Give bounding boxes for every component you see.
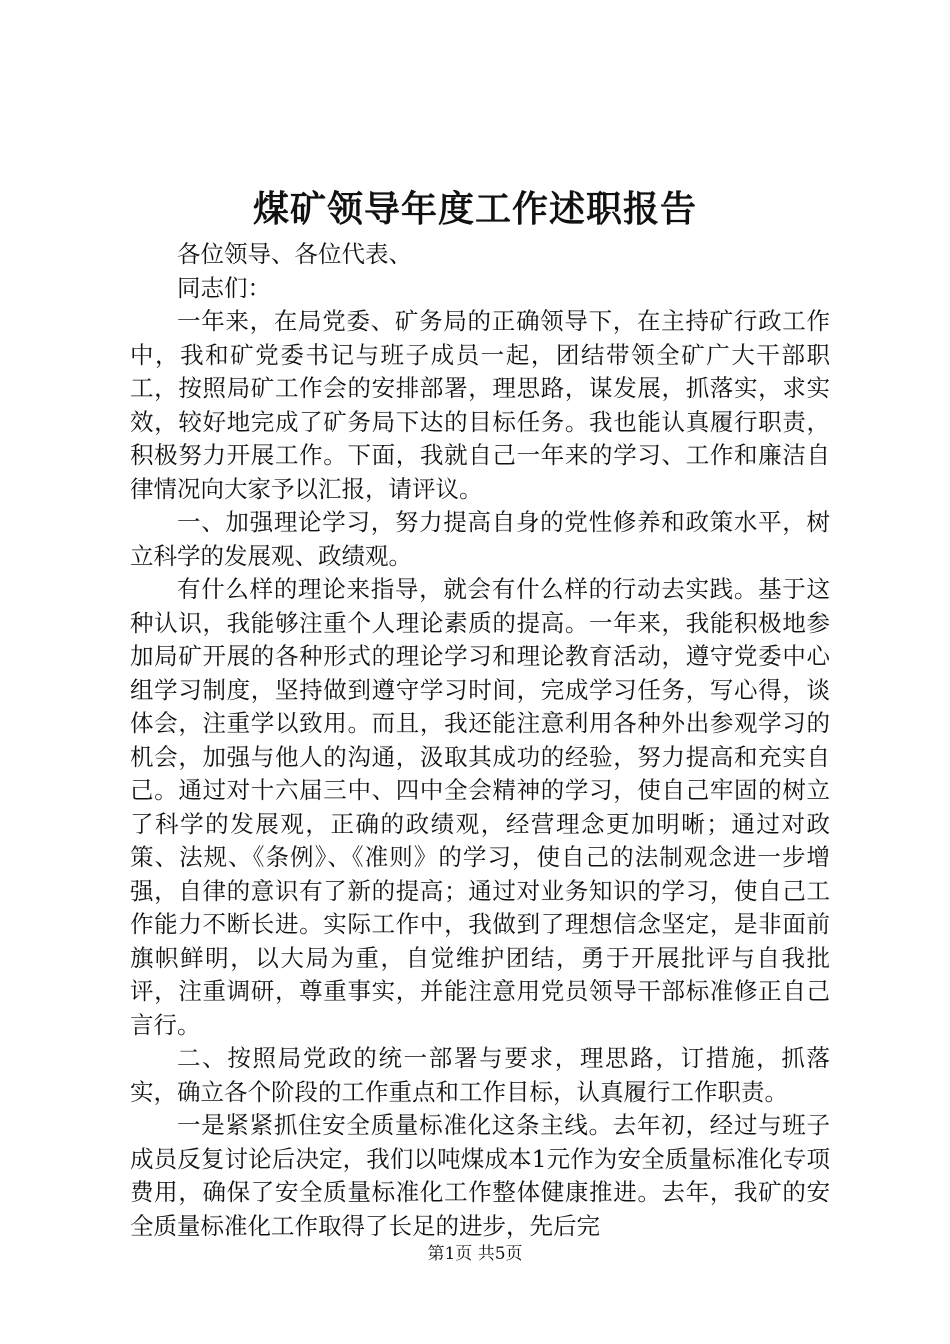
salutation-line: 同志们： (177, 273, 271, 302)
section-heading: 一、加强理论学习，努力提高自身的党性修养和政策水平，树立科学的发展观、政绩观。 (130, 508, 830, 570)
salutation-line: 各位领导、各位代表、 (177, 240, 412, 268)
section-heading: 二、按照局党政的统一部署与要求，理思路，订措施，抓落实，确立各个阶段的工作重点和工作目标，认真履行工作职责。 (130, 1044, 830, 1106)
body-paragraph: 一是紧紧抓住安全质量标准化这条主线。去年初，经过与班子成员反复讨论后决定，我们以吨煤成本1元作为安全质量标准化专项费用，确保了安全质量标准化工作整体健康推进。去年，我矿的安全质量标准化工作取得了长足的进步，先后完 (130, 1111, 830, 1240)
document-body (130, 238, 830, 1243)
body-paragraph: 一年来，在局党委、矿务局的正确领导下，在主持矿行政工作中，我和矿党委书记与班子成员一起，团结带领全矿广大干部职工，按照局矿工作会的安排部署，理思路，谋发展，抓落实，求实效，较好地完成了矿务局下达的目标任务。我也能认真履行职责，积极努力开展工作。下面，我就自己一年来的学习、工作和廉洁自律情况向大家予以汇报，请评议。 (130, 307, 830, 503)
page-number-footer: 第1页 共5页 (427, 1244, 523, 1264)
body-paragraph: 有什么样的理论来指导，就会有什么样的行动去实践。基于这种认识，我能够注重个人理论素质的提高。一年来，我能积极地参加局矿开展的各种形式的理论学习和理论教育活动，遵守党委中心组学习制度，坚持做到遵守学习时间，完成学习任务，写心得，谈体会，注重学以致用。而且，我还能注意利用各种外出参观学习的机会，加强与他人的沟通，汲取其成功的经验，努力提高和充实自己。通过对十六届三中、四中全会精神的学习，使自己牢固的树立了科学的发展观，正确的政绩观，经营理念更加明晰；通过对政策、法规、《条例》、《准则》的学习，使自己的法制观念进一步增强，自律的意识有了新的提高；通过对业务知识的学习，使自己工作能力不断长进。实际工作中，我做到了理想信念坚定，是非面前旗帜鲜明，以大局为重，自觉维护团结，勇于开展批评与自我批评，注重调研，尊重事实，并能注意用党员领导干部标准修正自己言行。 (130, 575, 830, 1039)
document-title: 煤矿领导年度工作述职报告 (252, 188, 697, 230)
